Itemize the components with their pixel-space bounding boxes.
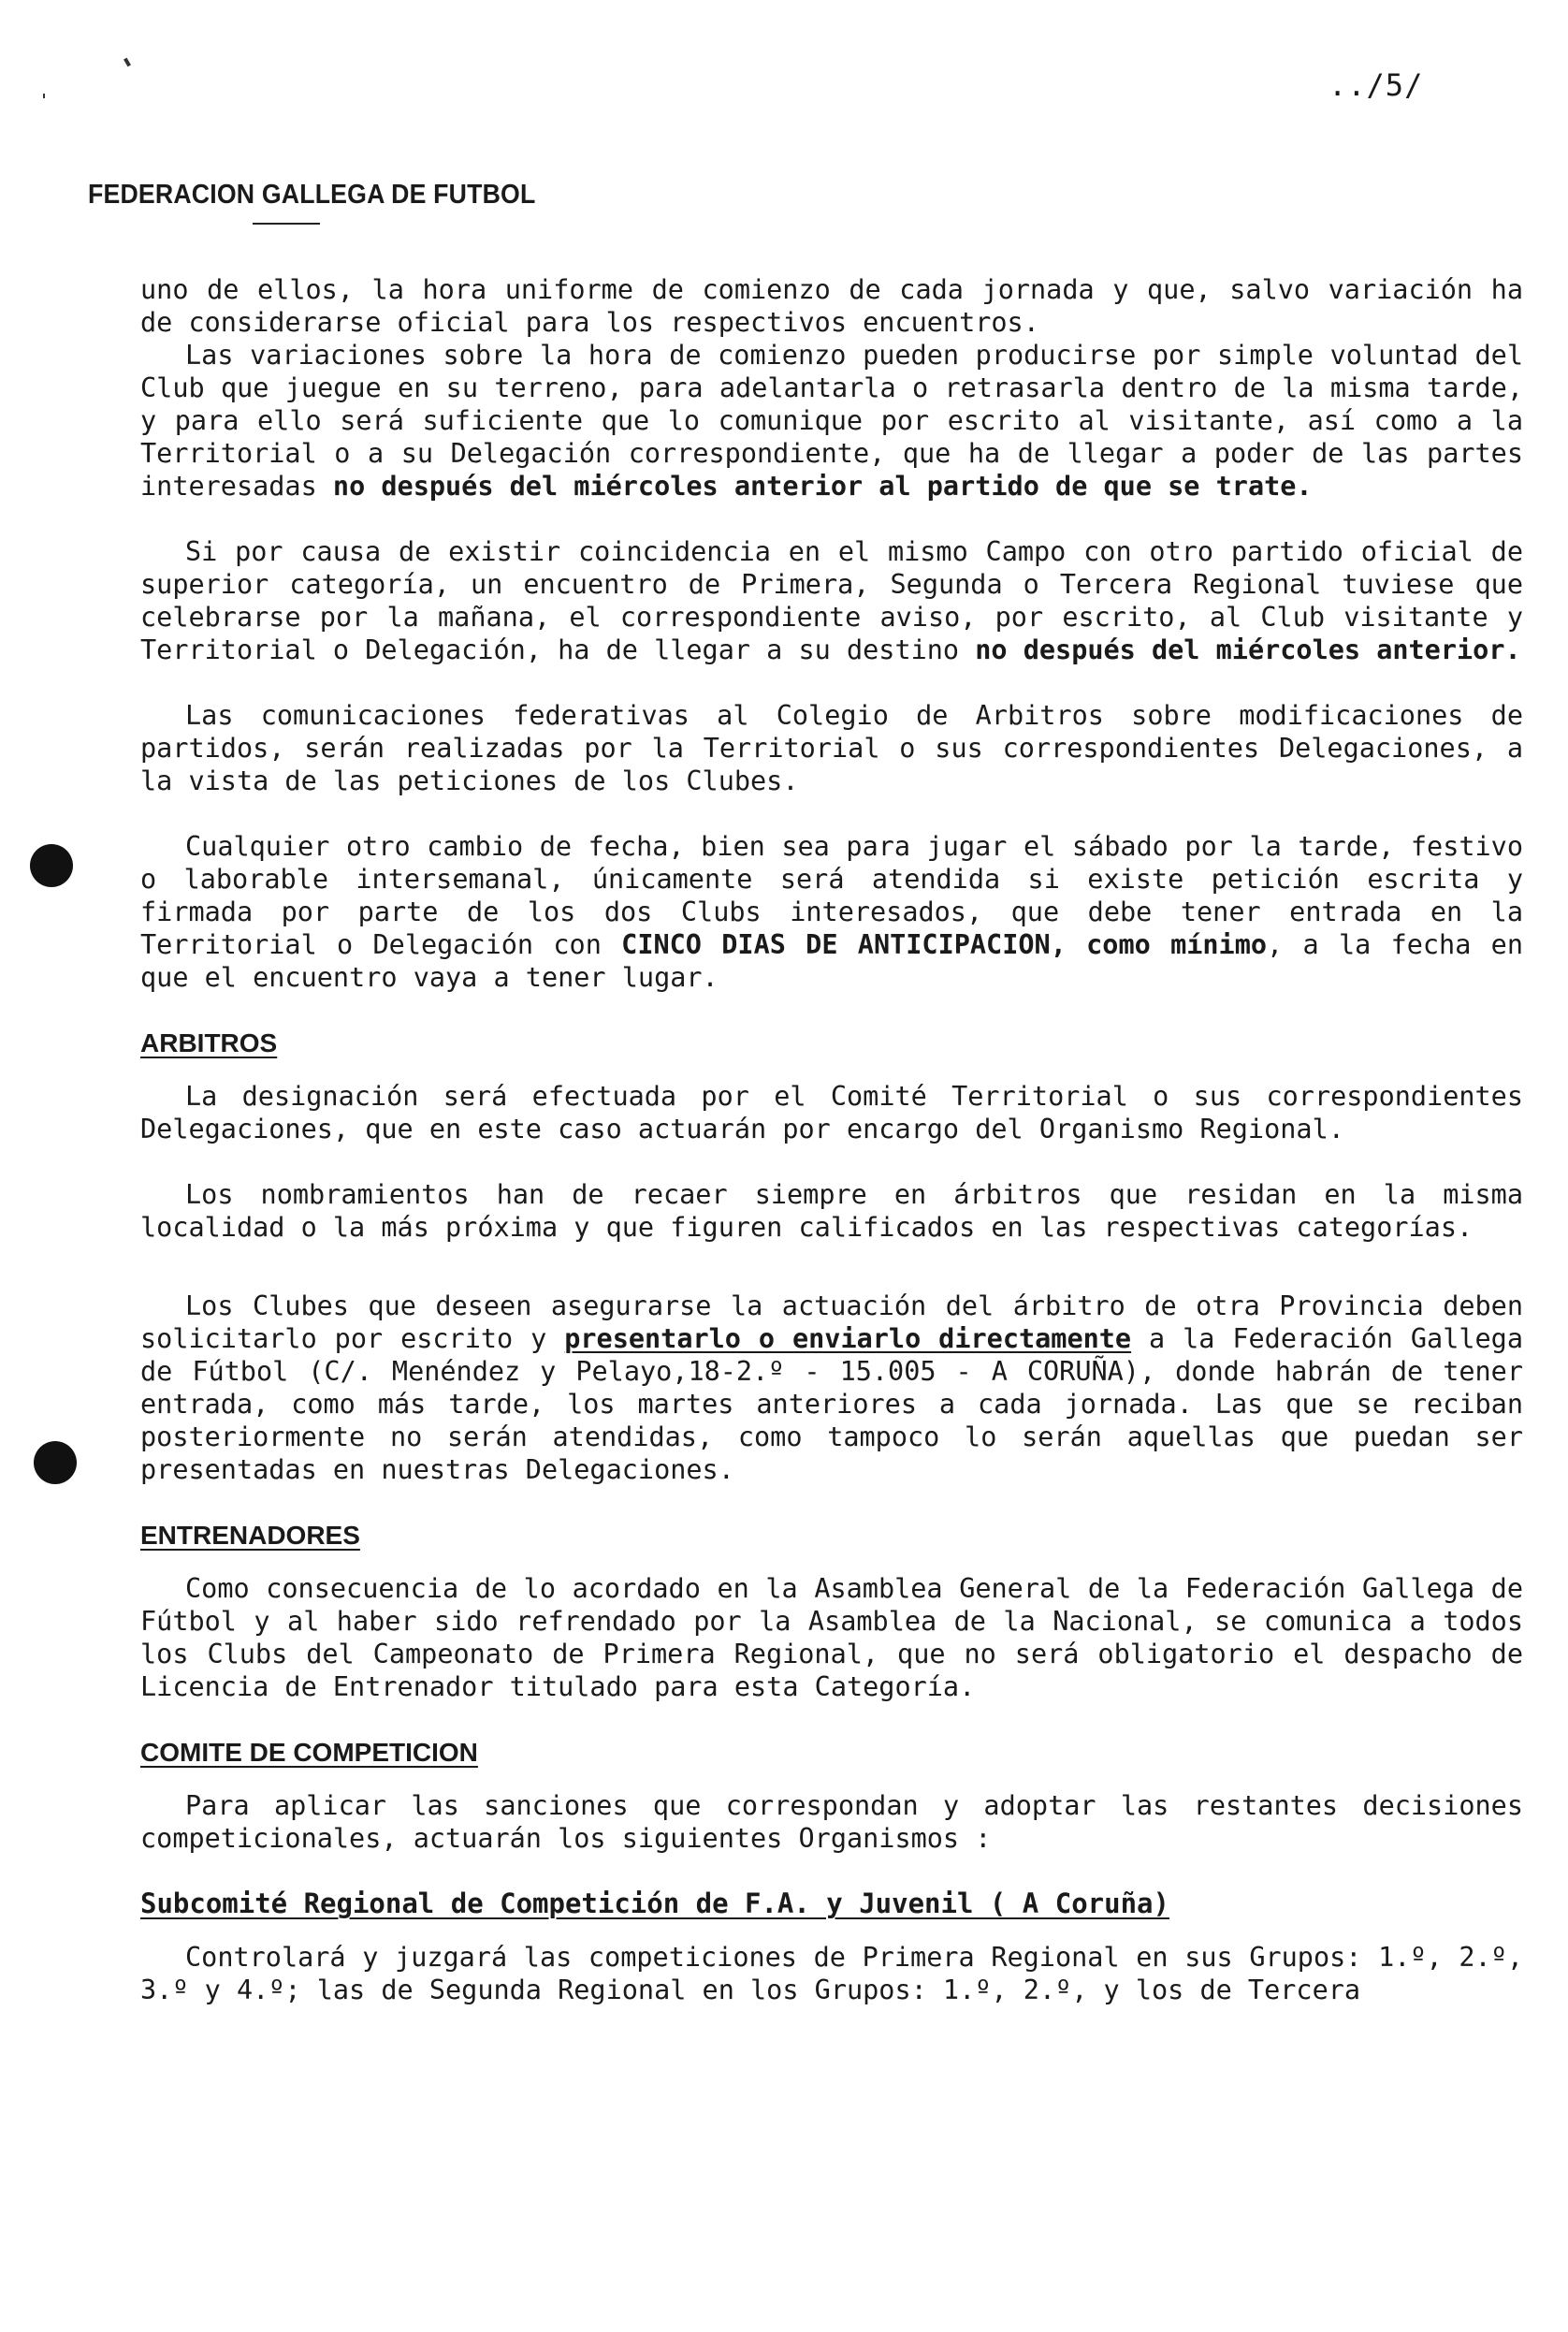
scan-speck — [123, 58, 131, 67]
spacer — [140, 1276, 1523, 1290]
paragraph-text: a la Federación Gallega de Fútbol (C/. Menéndez y Pelayo,18-2.º - 15.005 - A CORUÑA), donde habrán de tener entrada, como más tarde, los martes anteriores a cada jornada. Las que se reciban posteriormente no serán atendidas, como tampoco lo serán aquellas que puedan ser presentadas en nuestras Delegaciones. — [140, 1323, 1523, 1485]
paragraph: Controlará y juzgará las competiciones de Primera Regional en sus Grupos: 1.º, 2.º, 3.º y 4.º; las de Segunda Regional en los Grupos: 1.º, 2.º, y los de Tercera — [140, 1942, 1523, 2005]
document-body — [140, 273, 1523, 2039]
paragraph-text: Cualquier otro cambio de fecha, bien sea para jugar el sábado por la tarde, festivo o laborable intersemanal, únicamente será atendida si existe petición escrita y firmada por parte de los dos Clubs interesados, que debe tener entrada en la Territorial o Delegación con — [140, 831, 1523, 960]
section-title-arbitros: ARBITROS — [140, 1028, 278, 1057]
paragraph: uno de ellos, la hora uniforme de comienzo de cada jornada y que, salvo variación ha de considerarse oficial para los respectivos encuentros. — [140, 274, 1523, 338]
paragraph — [140, 339, 1523, 503]
emphasis-text: presentarlo o enviarlo directamente — [564, 1323, 1132, 1354]
paragraph: La designación será efectuada por el Comité Territorial o sus correspondientes Delegaciones, que en este caso actuarán por encargo del Organismo Regional. — [140, 1081, 1523, 1144]
emphasis-text: CINCO DIAS DE ANTICIPACION, como mínimo — [621, 929, 1268, 960]
scan-speck — [43, 94, 45, 98]
paragraph — [140, 535, 1523, 666]
page-number: ../5/ — [1328, 67, 1424, 103]
paragraph — [140, 1290, 1523, 1486]
paragraph-text: , a la fecha en que el encuentro vaya a tener lugar. — [140, 929, 1523, 993]
paragraph-text: Las variaciones sobre la hora de comienzo pueden producirse por simple voluntad del Club que juegue en su terreno, para adelantarla o retrasarla dentro de la misma tarde, y para ello será suficiente que lo comunique por escrito al visitante, así como a la Territorial o a su Delegación correspondiente, que ha de llegar a poder de las partes interesadas — [140, 340, 1523, 502]
paragraph — [140, 830, 1523, 994]
header-underline — [253, 223, 320, 225]
paragraph-text: Si por causa de existir coincidencia en el mismo Campo con otro partido oficial de superior categoría, un encuentro de Primera, Segunda o Tercera Regional tuviese que celebrarse por la mañana, el correspondiente aviso, por escrito, al Club visitante y Territorial o Delegación, ha de llegar a su destino — [140, 536, 1523, 665]
paragraph-text: Los Clubes que deseen asegurarse la actuación del árbitro de otra Provincia deben solicitarlo por escrito y — [140, 1290, 1523, 1354]
paragraph: Para aplicar las sanciones que correspondan y adoptar las restantes decisiones competicionales, actuarán los siguientes Organismos : — [140, 1790, 1523, 1854]
punch-hole — [34, 1441, 77, 1484]
section-title-entrenadores: ENTRENADORES — [140, 1521, 360, 1550]
subsection-title: Subcomité Regional de Competición de F.A. y Juvenil ( A Coruña) — [140, 1887, 1169, 1919]
emphasis-text: no después del miércoles anterior al partido de que se trate. — [332, 471, 1313, 502]
paragraph: Los nombramientos han de recaer siempre en árbitros que residan en la misma localidad o la más próxima y que figuren calificados en las respectivas categorías. — [140, 1179, 1523, 1243]
punch-hole — [30, 844, 73, 887]
section-title-comite: COMITE DE COMPETICION — [140, 1738, 478, 1767]
emphasis-text: no después del miércoles anterior. — [975, 634, 1521, 665]
paragraph: Como consecuencia de lo acordado en la Asamblea General de la Federación Gallega de Fútbol y al haber sido refrendado por la Asamblea de la Nacional, se comunica a todos los Clubs del Campeonato de Primera Regional, que no será obligatorio el despacho de Licencia de Entrenador titulado para esta Categoría. — [140, 1573, 1523, 1702]
paragraph: Las comunicaciones federativas al Colegio de Arbitros sobre modificaciones de partidos, serán realizadas por la Territorial o sus correspondientes Delegaciones, a la vista de las peticiones de los Clubes. — [140, 700, 1523, 796]
organization-header: FEDERACION GALLEGA DE FUTBOL — [88, 180, 536, 210]
